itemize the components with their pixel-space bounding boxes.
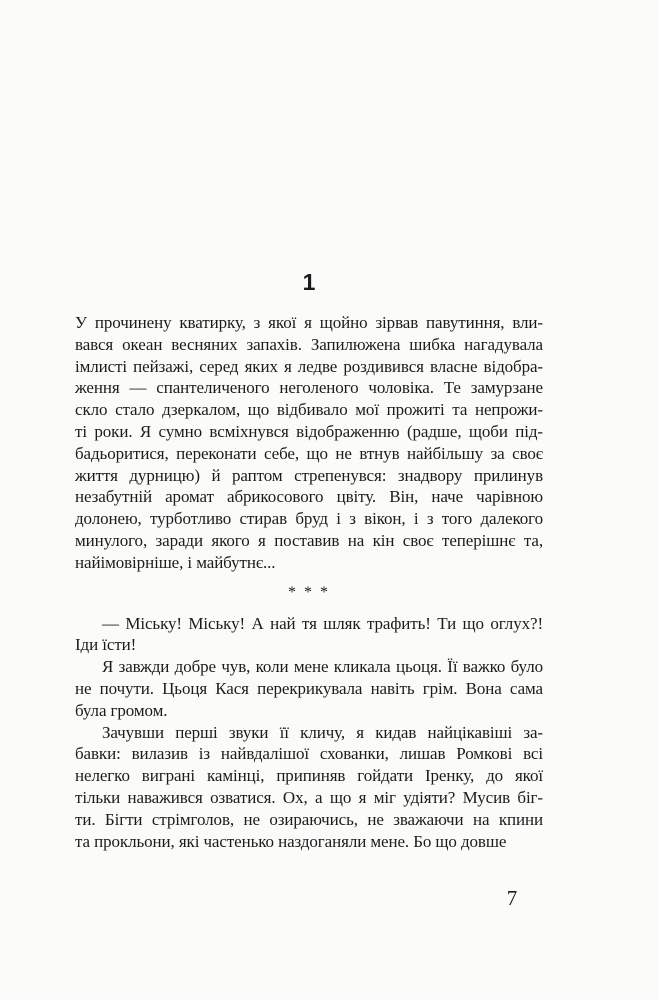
text-line: життя дурницю) й раптом стрепенувся: знадвору прилинув	[75, 465, 543, 485]
paragraph	[75, 613, 543, 657]
text-line: бадьоритися, переконати себе, що не втнув найбільшу за своє	[75, 443, 543, 463]
text-line: та прокльони, які частенько наздоганяли мене. Бо що довше	[75, 831, 507, 851]
body-text	[75, 312, 543, 852]
text-line: Іди їсти!	[75, 635, 137, 655]
text-line: ження — спантеличеного неголеного чоловіка. Те замурзане	[75, 378, 543, 398]
text-line: бавки: вилазив із найвдалішої схованки, лишав Ромкові всі	[75, 744, 543, 764]
paragraph	[75, 312, 543, 574]
text-line: не почути. Цьоця Кася перекрикувала навіть грім. Вона сама	[75, 678, 543, 698]
text-line: незабутній аромат абрикосового цвіту. Він, наче чарівною	[75, 487, 543, 507]
text-line: нелегко виграні камінці, припиняв гойдати Іренку, до якої	[75, 766, 543, 786]
text-line: ті роки. Я сумно всміхнувся відображенню (радше, щоби під-	[75, 421, 543, 441]
text-line: долонею, турботливо стирав бруд і з вікон, і з того далекого	[75, 509, 543, 529]
section-separator: * * *	[288, 583, 330, 601]
text-line: — Міську! Міську! А най тя шляк трафить! Ти що оглух?!	[102, 613, 543, 633]
text-line: тільки наважився озватися. Ох, а що я міг удіяти? Мусив біг-	[75, 787, 543, 807]
text-line: імлисті пейзажі, серед яких я ледве роздивився власне відобра-	[75, 356, 543, 376]
text-line: скло стало дзеркалом, що відбивало мої прожиті та непрожи-	[75, 400, 543, 420]
page-text	[75, 270, 543, 852]
paragraph	[75, 656, 543, 721]
text-line: вався океан весняних запахів. Запилюжена шибка нагадувала	[75, 334, 543, 354]
text-line: ти. Бігти стрімголов, не озираючись, не зважаючи на кпини	[75, 809, 543, 829]
page-number: 7	[506, 886, 518, 910]
text-line: минулого, заради якого я поставив на кін своє теперішнє та,	[75, 530, 543, 550]
text-line: найімовірніше, і майбутнє...	[75, 552, 276, 572]
paragraph	[75, 722, 543, 853]
text-line: була громом.	[75, 700, 168, 720]
text-line: У прочинену кватирку, з якої я щойно зірвав павутиння, вли-	[75, 313, 543, 332]
text-line: Зачувши перші звуки її кличу, я кидав найцікавіші за-	[102, 722, 543, 742]
chapter-number: 1	[302, 269, 316, 295]
text-line: Я завжди добре чув, коли мене кликала цьоця. Її важко було	[102, 657, 543, 677]
